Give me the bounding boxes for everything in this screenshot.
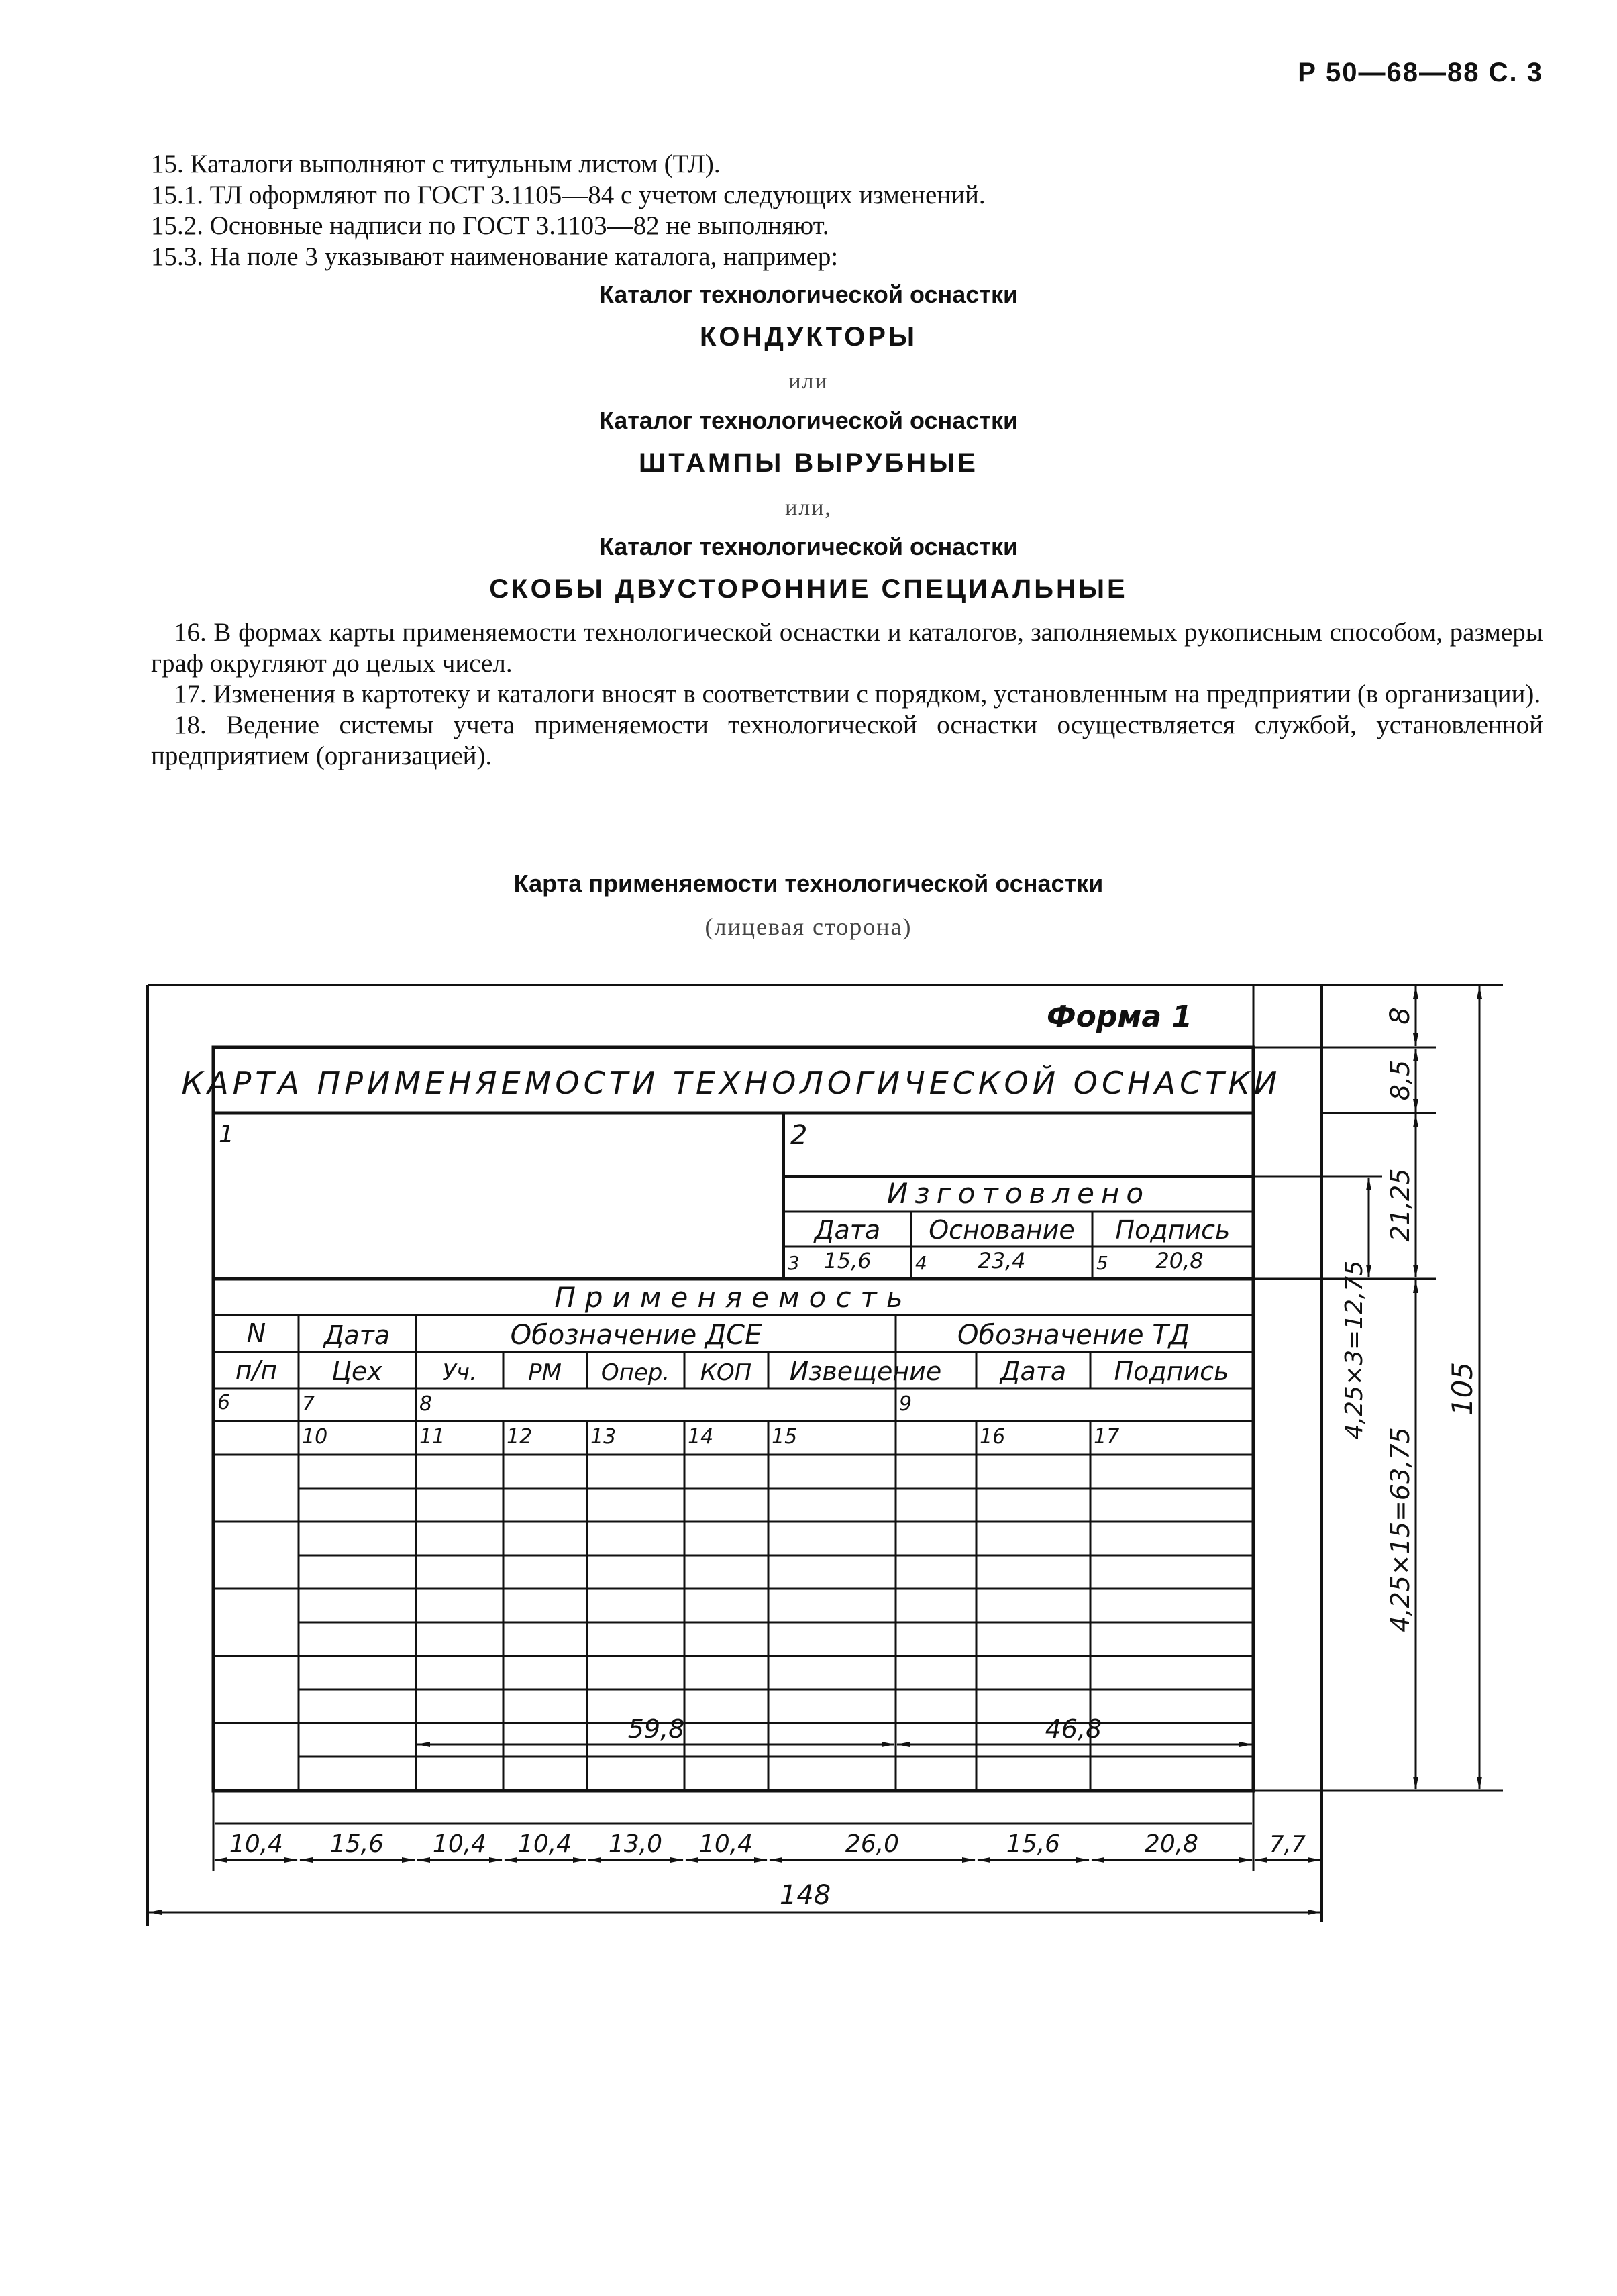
paragraph-15-3: 15.3. На поле 3 указывают наименование каталога, например: — [151, 242, 839, 271]
dimension-21-25: 21,25 — [1386, 1168, 1415, 1242]
field-3-width: 15,6 — [823, 1248, 872, 1273]
field-5-width: 20,8 — [1155, 1248, 1204, 1273]
field-10-number: 10 — [302, 1425, 328, 1449]
paragraph-17: 17. Изменения в картотеку и каталоги вносят в соответствии с порядком, установленным на предприятии (в организации). — [174, 680, 1541, 709]
col-td-sign: Подпись — [1114, 1357, 1229, 1386]
form-label: Форма 1 — [1047, 1000, 1192, 1034]
page-reference: Р 50—68—88 С. 3 — [1298, 58, 1543, 87]
col-rm: РМ — [528, 1359, 562, 1386]
dimension-105: 105 — [1446, 1361, 1479, 1416]
col-number-1: N — [246, 1318, 266, 1348]
bottom-dimension-8: 15,6 — [1006, 1830, 1061, 1858]
col-td-designation: Обозначение ТД — [957, 1320, 1190, 1351]
dimension-8-5: 8,5 — [1386, 1059, 1415, 1101]
field-15-number: 15 — [772, 1425, 798, 1449]
field-8-number: 8 — [419, 1392, 433, 1416]
or-separator-1: или — [788, 369, 829, 394]
col-td-date: Дата — [1000, 1357, 1067, 1386]
catalog-example-2-title: Каталог технологической оснастки — [598, 407, 1019, 434]
paragraph-18: 18. Ведение системы учета применяемости технологической оснастки осуществляется службой, установленной предприятием (организацией). — [151, 711, 1543, 770]
form-grid — [213, 985, 1322, 1824]
field-6-number: 6 — [217, 1391, 231, 1414]
paragraph-16: 16. В формах карты применяемости технологической оснастки и каталогов, заполняемых рукописным способом, размеры граф округляют до целых чисел. — [151, 618, 1543, 678]
col-date: Дата — [323, 1320, 390, 1350]
col-uch: Уч. — [442, 1359, 477, 1386]
figure-subtitle: (лицевая сторона) — [705, 913, 912, 940]
catalog-example-1-title: Каталог технологической оснастки — [598, 280, 1019, 308]
field-1-number: 1 — [219, 1120, 234, 1148]
catalog-example-1-name: КОНДУКТОРЫ — [699, 322, 918, 352]
col-oper: Опер. — [601, 1359, 670, 1386]
field-11-number: 11 — [419, 1425, 446, 1449]
dimension-148: 148 — [779, 1880, 831, 1911]
paragraph-15-2: 15.2. Основные надписи по ГОСТ 3.1103—82 не выполняют. — [151, 211, 829, 240]
field-3-number: 3 — [788, 1252, 800, 1274]
made-sign-header: Подпись — [1115, 1215, 1231, 1245]
field-14-number: 14 — [688, 1425, 714, 1449]
or-separator-2: или, — [785, 495, 832, 520]
applicability-header: Применяемость — [554, 1281, 912, 1314]
bottom-dimension-3: 10,4 — [432, 1830, 487, 1858]
col-notice: Извещение — [789, 1357, 942, 1386]
bottom-dimension-6: 10,4 — [698, 1830, 753, 1858]
col-dse-designation: Обозначение ДСЕ — [510, 1320, 762, 1351]
dimension-46-8: 46,8 — [1045, 1714, 1102, 1744]
bottom-dimension-1: 10,4 — [229, 1830, 284, 1858]
bottom-dimension-10: 7,7 — [1269, 1831, 1306, 1858]
made-header: Изготовлено — [886, 1177, 1151, 1210]
field-9-number: 9 — [899, 1392, 912, 1416]
catalog-example-3-name: СКОБЫ ДВУСТОРОННИЕ СПЕЦИАЛЬНЫЕ — [489, 574, 1128, 604]
field-17-number: 17 — [1094, 1425, 1120, 1449]
col-kop: КОП — [700, 1359, 752, 1386]
catalog-example-2-name: ШТАМПЫ ВЫРУБНЫЕ — [639, 448, 978, 478]
paragraph-15-1: 15.1. ТЛ оформляют по ГОСТ 3.1105—84 с учетом следующих изменений. — [151, 180, 986, 209]
form-title: КАРТА ПРИМЕНЯЕМОСТИ ТЕХНОЛОГИЧЕСКОЙ ОСНАСТКИ — [181, 1065, 1282, 1101]
field-5-number: 5 — [1096, 1252, 1108, 1274]
field-13-number: 13 — [590, 1425, 617, 1449]
bottom-dimension-5: 13,0 — [608, 1830, 663, 1858]
bottom-dimension-2: 15,6 — [329, 1830, 384, 1858]
made-basis-header: Основание — [929, 1215, 1075, 1245]
field-2-number: 2 — [790, 1120, 808, 1151]
dimension-lines — [149, 985, 1503, 1912]
bottom-dimension-9: 20,8 — [1144, 1830, 1199, 1858]
bottom-dimension-4: 10,4 — [517, 1830, 572, 1858]
bottom-dimension-7: 26,0 — [845, 1830, 900, 1858]
col-number-2: п/п — [235, 1355, 278, 1385]
figure-title: Карта применяемости технологической оснастки — [513, 870, 1104, 897]
dimension-59-8: 59,8 — [627, 1714, 685, 1744]
dimension-8: 8 — [1385, 1007, 1416, 1025]
made-date-header: Дата — [814, 1215, 881, 1245]
dimension-12-75: 4,25×3=12,75 — [1341, 1260, 1368, 1440]
paragraph-15: 15. Каталоги выполняют с титульным листом (ТЛ). — [151, 150, 721, 178]
field-16-number: 16 — [980, 1425, 1006, 1449]
field-12-number: 12 — [507, 1425, 533, 1449]
dimension-63-75: 4,25×15=63,75 — [1386, 1427, 1415, 1632]
catalog-example-3-title: Каталог технологической оснастки — [598, 533, 1019, 560]
col-shop: Цех — [331, 1357, 382, 1386]
field-4-number: 4 — [915, 1252, 927, 1274]
field-7-number: 7 — [302, 1392, 315, 1416]
field-4-width: 23,4 — [978, 1248, 1026, 1273]
